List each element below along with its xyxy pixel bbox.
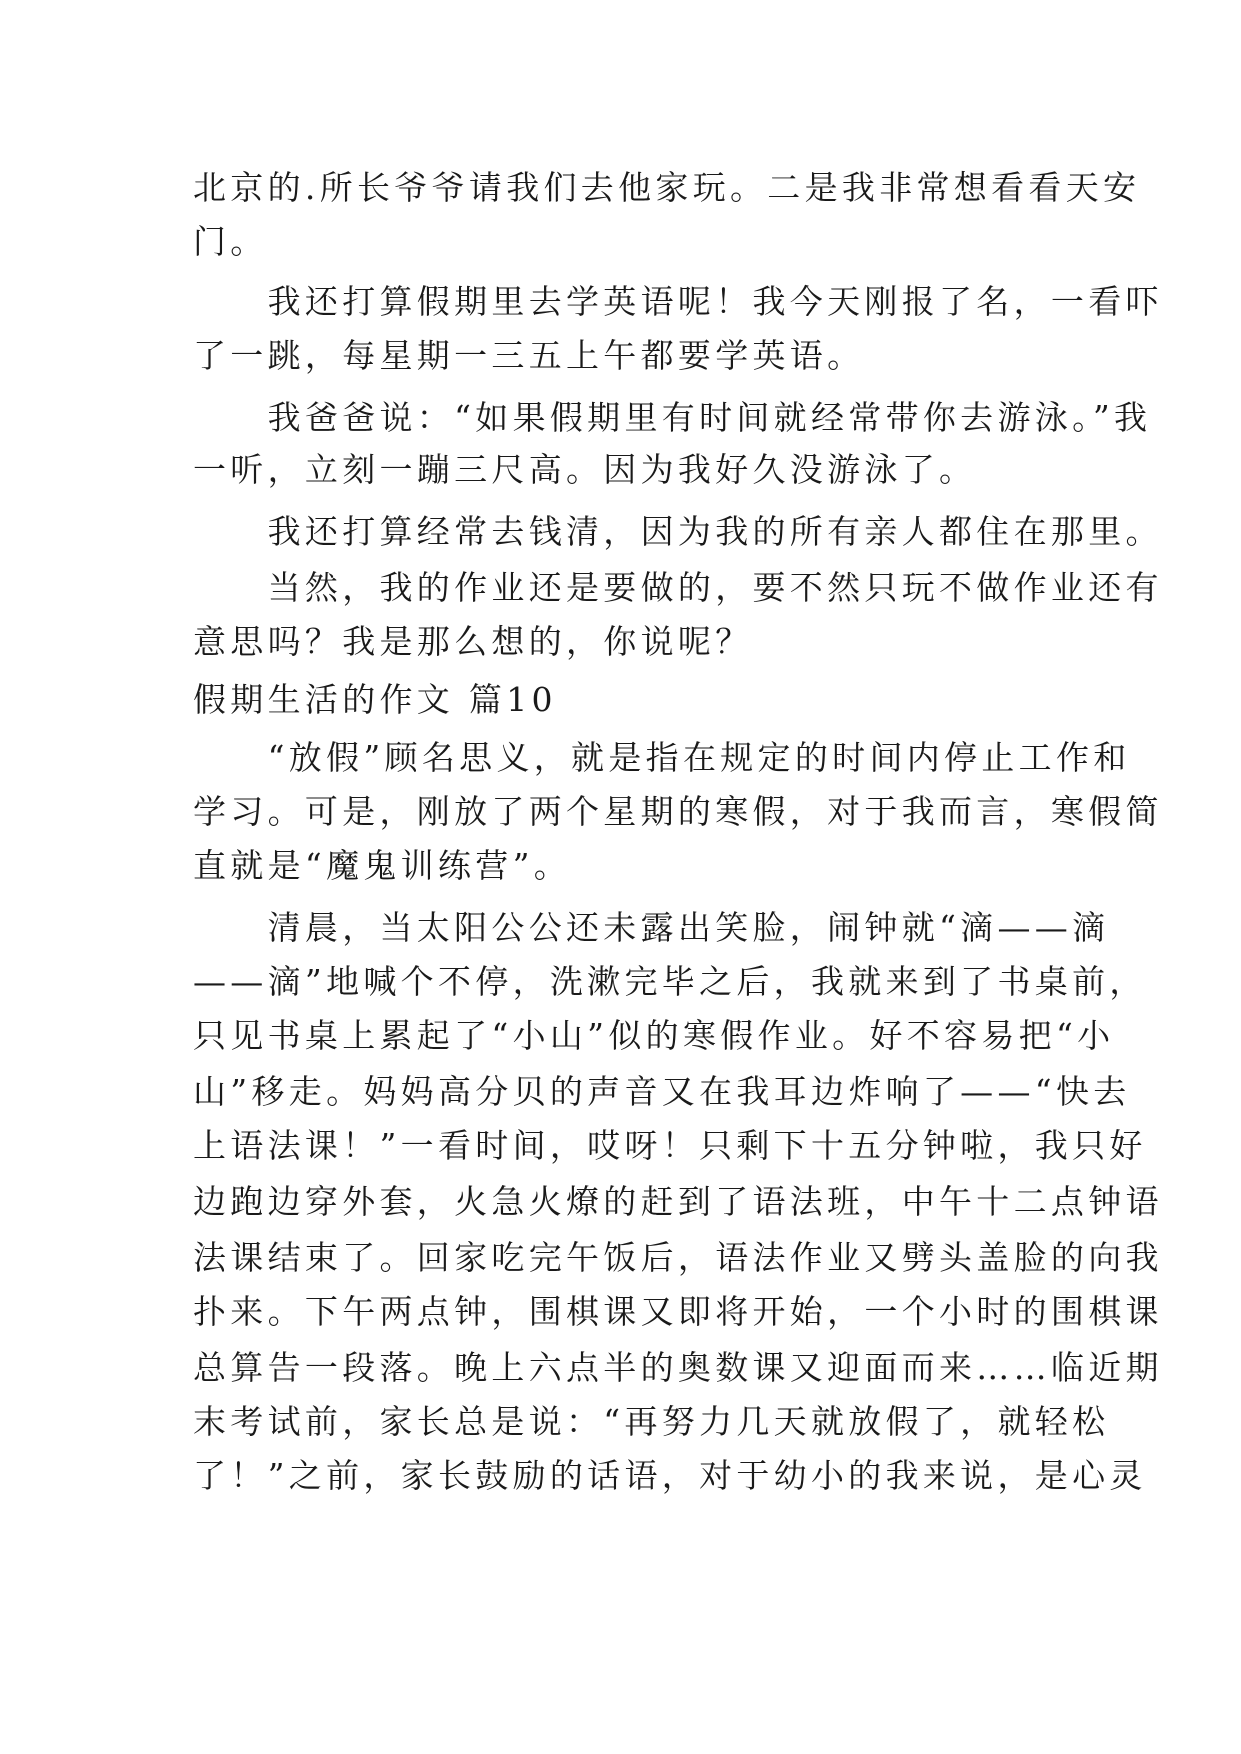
text-line: 上语法课！”一看时间，哎呀！只剩下十五分钟啦，我只好	[193, 1126, 1147, 1165]
text-line: 一听，立刻一蹦三尺高。因为我好久没游泳了。	[193, 450, 977, 489]
text-line: 了！”之前，家长鼓励的话语，对于幼小的我来说，是心灵	[193, 1456, 1147, 1495]
text-line: 北京的.所长爷爷请我们去他家玩。二是我非常想看看天安	[193, 168, 1141, 207]
text-line: 法课结束了。回家吃完午饭后，语法作业又劈头盖脸的向我	[193, 1238, 1163, 1277]
text-line: 当然，我的作业还是要做的，要不然只玩不做作业还有	[193, 568, 1163, 607]
text-line: 总算告一段落。晚上六点半的奥数课又迎面而来……临近期	[193, 1348, 1163, 1387]
text-line: 只见书桌上累起了“小山”似的寒假作业。好不容易把“小	[193, 1016, 1115, 1055]
text-line: 清晨，当太阳公公还未露出笑脸，闹钟就“滴——滴	[193, 908, 1110, 947]
section-heading: 假期生活的作文 篇10	[193, 680, 557, 719]
text-line: 山”移走。妈妈高分贝的声音又在我耳边炸响了——“快去	[193, 1072, 1131, 1111]
text-line: 了一跳，每星期一三五上午都要学英语。	[193, 336, 865, 375]
text-line: 我爸爸说：“如果假期里有时间就经常带你去游泳。”我	[193, 398, 1152, 437]
text-line: 意思吗？我是那么想的，你说呢？	[193, 622, 753, 661]
text-line: 学习。可是，刚放了两个星期的寒假，对于我而言，寒假简	[193, 792, 1163, 831]
text-line: “放假”顾名思义，就是指在规定的时间内停止工作和	[193, 738, 1131, 777]
text-line: 边跑边穿外套，火急火燎的赶到了语法班，中午十二点钟语	[193, 1182, 1163, 1221]
text-line: 末考试前，家长总是说：“再努力几天就放假了，就轻松	[193, 1402, 1110, 1441]
text-line: 扑来。下午两点钟，围棋课又即将开始，一个小时的围棋课	[193, 1292, 1163, 1331]
text-line: ——滴”地喊个不停，洗漱完毕之后，我就来到了书桌前，	[193, 962, 1147, 1001]
text-line: 直就是“魔鬼训练营”。	[193, 846, 572, 885]
text-line: 我还打算经常去钱清，因为我的所有亲人都住在那里。	[193, 512, 1163, 551]
text-line: 门。	[193, 222, 268, 261]
text-line: 我还打算假期里去学英语呢！我今天刚报了名，一看吓	[193, 282, 1163, 321]
